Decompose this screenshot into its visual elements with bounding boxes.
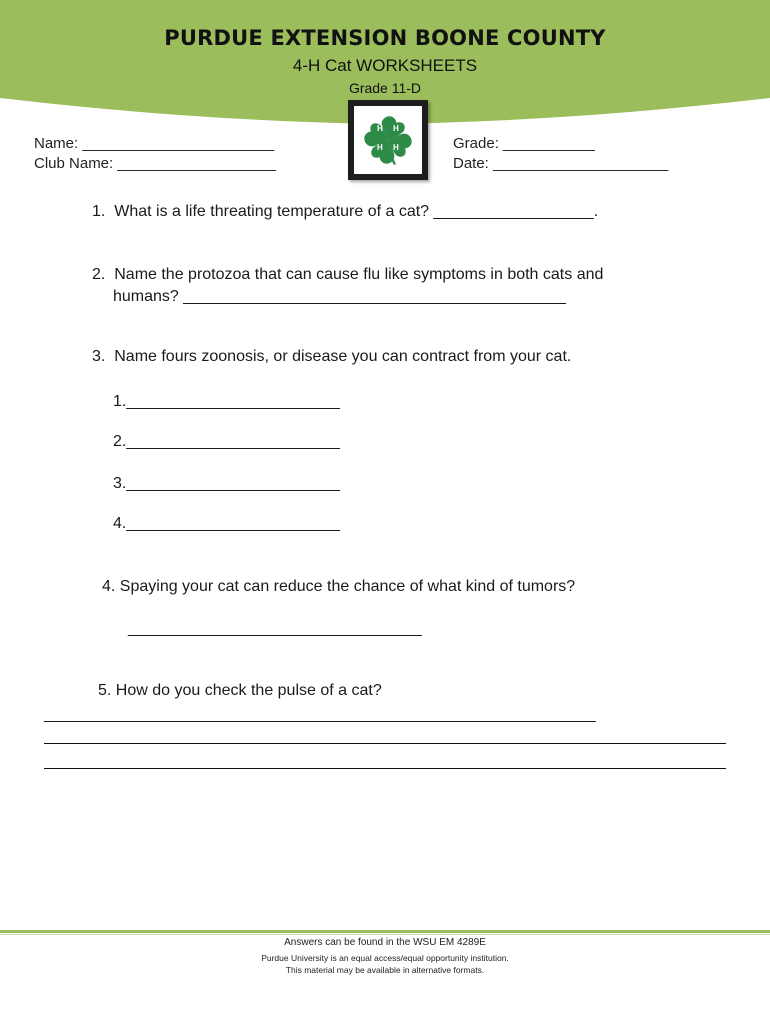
answer-line[interactable]: [44, 768, 726, 769]
date-field[interactable]: Date: _____________________: [453, 155, 669, 172]
svg-text:H: H: [377, 124, 383, 133]
question-2: 2. Name the protozoa that can cause flu like symptoms in both cats and: [92, 266, 604, 283]
club-name-field[interactable]: Club Name: ___________________: [34, 155, 276, 172]
footer-equal-opportunity: Purdue University is an equal access/equal opportunity institution.: [261, 953, 509, 963]
4-h-logo: [348, 100, 428, 180]
footer-answer-source: Answers can be found in the WSU EM 4289E: [284, 937, 486, 948]
question-3-answer-4[interactable]: 4.________________________: [113, 515, 340, 532]
question-4-answer[interactable]: _________________________________: [128, 620, 422, 637]
4-h-clover-icon: [360, 112, 416, 168]
question-5: 5. How do you check the pulse of a cat?: [98, 682, 382, 699]
page-title: PURDUE EXTENSION BOONE COUNTY: [164, 26, 606, 50]
question-5-answer[interactable]: ______________________________________________________________: [44, 706, 596, 723]
question-1: 1. What is a life threating temperature of a cat? __________________.: [92, 203, 599, 220]
question-4: 4. Spaying your cat can reduce the chance of what kind of tumors?: [102, 578, 576, 595]
svg-text:H: H: [393, 143, 399, 152]
question-2-continued: humans? ___________________________________________: [113, 288, 566, 305]
footer-alternative-formats: This material may be available in alternative formats.: [285, 965, 485, 975]
worksheet-subtitle: 4-H Cat WORKSHEETS: [292, 56, 478, 75]
svg-text:H: H: [393, 124, 399, 133]
question-3-answer-1[interactable]: 1.________________________: [113, 393, 340, 410]
svg-text:H: H: [377, 143, 383, 152]
question-3: 3. Name fours zoonosis, or disease you can contract from your cat.: [92, 348, 572, 365]
grade-field[interactable]: Grade: ___________: [453, 135, 595, 152]
question-3-answer-2[interactable]: 2.________________________: [113, 433, 340, 450]
answer-line[interactable]: [44, 743, 726, 744]
grade-level-label: Grade 11-D: [348, 80, 422, 96]
footer-divider-shadow: [0, 934, 770, 935]
name-field[interactable]: Name: _______________________: [34, 135, 275, 152]
footer-divider: [0, 930, 770, 933]
question-3-answer-3[interactable]: 3.________________________: [113, 475, 340, 492]
